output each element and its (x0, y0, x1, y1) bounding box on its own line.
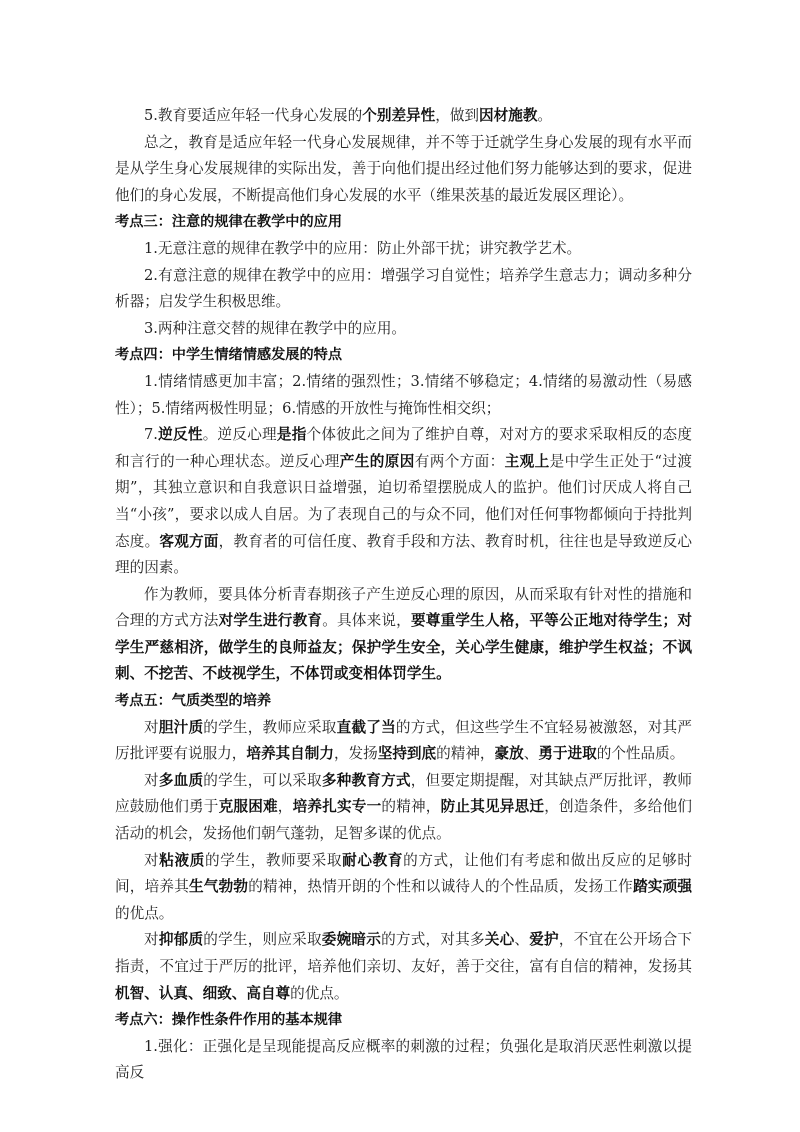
emphasis-text: 要尊重学生人格，平等公正地对待学生；对学生严慈相济，做学生的良师益友；保护学生安全，关心学生健康，维护学生权益；不讽刺、不挖苦、不歧视学生，不体罚或变相体罚学生。 (115, 612, 692, 683)
paragraph (115, 103, 692, 130)
body-text: 的方式，让他们有考虑和做出反应的足够时间，培养其 (115, 851, 692, 896)
emphasis-text: 是指 (276, 426, 307, 444)
emphasis-text: 耐心教育 (342, 851, 404, 869)
section-heading (115, 342, 692, 369)
emphasis-text: 多种教育方式 (321, 771, 411, 789)
body-text: 有两个方面： (414, 452, 505, 470)
section-heading (115, 1007, 692, 1034)
emphasis-text: 豪放 (494, 745, 524, 763)
body-text: 1.情绪情感更加丰富；2.情绪的强烈性；3.情绪不够稳定；4.情绪的易激动性（易感性）；5.情绪两极性明显；6.情感的开放性与掩饰性相交织； (115, 372, 692, 417)
emphasis-text: 委婉暗示 (321, 931, 382, 949)
body-text: ，不宜在公开场合下指责，不宜过于严厉的批评，培养他们亲切、友好，善于交往，富有自信的精神，发扬其 (115, 931, 692, 975)
emphasis-text: 主观上 (504, 452, 550, 470)
emphasis-text: 克服困难 (218, 798, 278, 816)
body-text: 对 (144, 771, 159, 789)
paragraph (115, 927, 692, 1007)
body-text: 。逆反心理 (202, 426, 277, 444)
paragraph (115, 263, 692, 316)
body-text: ，创造条件，多给他们活动的机会，发扬他们朝气蓬勃，足智多谋的优点。 (115, 798, 692, 843)
emphasis-text: 胆汁质 (158, 718, 204, 736)
body-text: 1.无意注意的规律在教学中的应用：防止外部干扰；讲究教学艺术。 (144, 239, 582, 257)
paragraph (115, 422, 692, 582)
body-text: 的精神， (436, 745, 495, 763)
body-text: 的方式，但这些学生不宜轻易被激怒，对其严厉批评要有说服力， (115, 718, 692, 763)
body-text: 。具体来说， (322, 612, 411, 630)
body-text: 对 (144, 851, 160, 869)
body-text: 、 (523, 745, 539, 763)
emphasis-text: 考点三：注意的规律在教学中的应用 (115, 214, 343, 231)
body-text: ，教育者的可信任度、教育手段和方法、教育时机，往往也是导致逆反心理的因素。 (115, 532, 692, 577)
body-text: 对 (144, 931, 159, 949)
emphasis-text: 关心 (484, 931, 515, 949)
emphasis-text: 产生的原因 (339, 452, 415, 470)
body-text: 2.有意注意的规律在教学中的应用：增强学习自觉性；培养学生意志力；调动多种分析器；启发学生积极思维。 (115, 266, 692, 311)
body-text: ，但要定期提醒，对其缺点严厉批评，教师应鼓励他们勇于 (115, 771, 692, 816)
emphasis-text: 多血质 (158, 771, 204, 789)
body-text: ，发扬 (333, 745, 378, 763)
body-text: 的优点。 (290, 984, 349, 1002)
emphasis-text: 生气勃勃 (189, 878, 249, 896)
body-text: 。 (537, 107, 553, 124)
body-text: ，做到 (435, 107, 480, 124)
emphasis-text: 个别差异性 (362, 107, 436, 124)
emphasis-text: 踏实顽强 (632, 878, 692, 896)
body-text: 的学生，可以采取 (203, 771, 322, 789)
emphasis-text: 抑郁质 (158, 931, 204, 949)
emphasis-text: 爱护 (529, 931, 559, 949)
document-body (115, 103, 692, 1087)
emphasis-text: 培养扎实专一 (292, 798, 382, 816)
emphasis-text: 直截了当 (336, 718, 396, 736)
paragraph (115, 130, 692, 210)
emphasis-text: 因材施教 (479, 107, 538, 124)
body-text: 的学生，教师要采取 (204, 851, 343, 869)
emphasis-text: 客观方面 (159, 532, 219, 550)
body-text: 1.强化：正强化是呈现能提高反应概率的刺激的过程；负强化是取消厌恶性刺激以提高反 (115, 1037, 692, 1082)
paragraph (115, 369, 692, 422)
emphasis-text: 粘液质 (159, 851, 205, 869)
section-heading (115, 209, 692, 236)
paragraph (115, 582, 692, 688)
body-text: 的方式，对其多 (381, 931, 485, 949)
emphasis-text: 防止其见异思迁 (440, 798, 545, 816)
emphasis-text: 考点六：操作性条件作用的基本规律 (115, 1012, 343, 1029)
body-text: 的学生，教师应采取 (203, 718, 337, 736)
body-text: ， (277, 798, 293, 816)
paragraph (115, 715, 692, 768)
body-text: 对 (144, 718, 159, 736)
body-text: 5.教育要适应年轻一代身心发展的 (144, 107, 363, 124)
body-text: 作为教师，要具体分析青春期孩子产生逆反心理的原因，从而采取有针对性的措施和合理的方式方法 (115, 585, 692, 630)
body-text: 总之，教育是适应年轻一代身心发展规律，并不等于迁就学生身心发展的现有水平而是从学生身心发展规律的实际出发，善于向他们提出经过他们努力能够达到的要求，促进他们的身心发展，不断提高他们身心发展的水平（维果茨基的最近发展区理论）。 (115, 133, 692, 204)
body-text: 的学生，则应采取 (203, 931, 322, 949)
emphasis-text: 考点四：中学生情绪情感发展的特点 (115, 347, 343, 364)
body-text: 3.两种注意交替的规律在教学中的应用。 (144, 319, 407, 337)
paragraph (115, 236, 692, 263)
paragraph (115, 316, 692, 343)
emphasis-text: 勇于进取 (538, 745, 597, 763)
body-text: 的精神，热情开朗的个性和以诚待人的个性品质，发扬工作 (248, 878, 633, 896)
emphasis-text: 培养其自制力 (246, 745, 334, 763)
section-heading (115, 688, 692, 715)
body-text: 个体彼此之间为了维护自尊，对对方的要求采取相反的态度和言行的一种心理状态。逆反心理 (115, 426, 692, 470)
paragraph (115, 848, 692, 928)
emphasis-text: 对学生进行教育 (218, 612, 323, 630)
emphasis-text: 机智、认真、细致、高自尊 (115, 984, 291, 1002)
body-text: 的精神， (381, 798, 441, 816)
body-text: 7. (144, 426, 158, 444)
body-text: 的个性品质。 (596, 745, 685, 763)
body-text: 、 (514, 931, 530, 949)
emphasis-text: 坚持到底 (377, 745, 437, 763)
paragraph (115, 1034, 692, 1087)
paragraph (115, 768, 692, 848)
emphasis-text: 考点五：气质类型的培养 (115, 693, 272, 710)
body-text: 是中学生正处于“过渡期”，其独立意识和自我意识日益增强，迫切希望摆脱成人的监护。他们讨厌成人将自己当“小孩”，要求以成人自居。为了表现自己的与众不同，他们对任何事物都倾向于持批判态度。 (115, 452, 692, 550)
emphasis-text: 逆反性 (157, 426, 203, 444)
body-text: 的优点。 (115, 904, 174, 922)
